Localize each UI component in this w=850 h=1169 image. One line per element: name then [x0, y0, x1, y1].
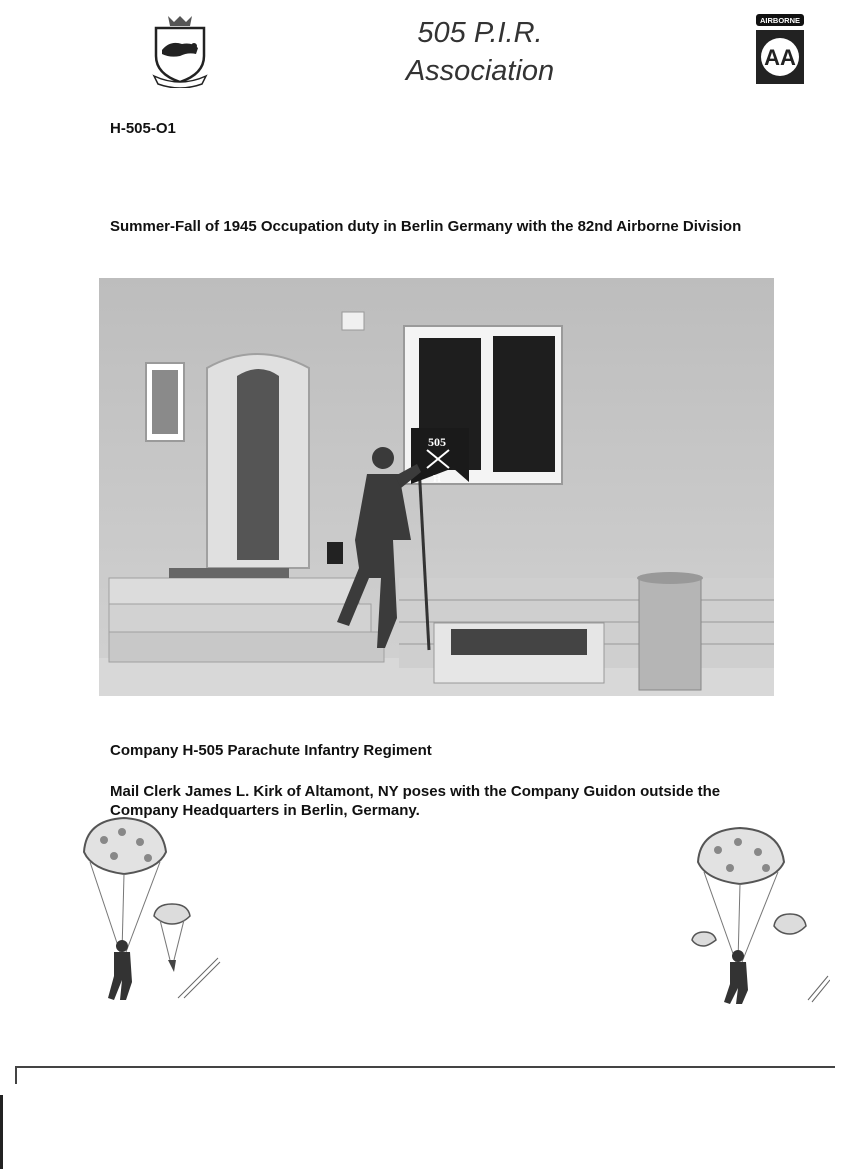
title-line-1: 505 P.I.R. [417, 17, 543, 49]
guidon-number: 505 [428, 435, 446, 449]
patch-tab-text: AIRBORNE [759, 16, 801, 25]
paratroopers-icon-right [680, 822, 830, 1007]
photo-caption-description: Mail Clerk James L. Kirk of Altamont, NY poses with the Company Guidon outside the Company Headquarters in Berlin, Germany. [110, 783, 721, 819]
guidon-letter: H [433, 474, 441, 485]
airborne-aa-patch-icon [752, 12, 808, 86]
regiment-crest-icon [148, 12, 212, 88]
page-edge-mark [0, 1095, 3, 1169]
document-id: H-505-O1 [110, 120, 176, 137]
association-title [330, 14, 630, 90]
footer-rule-tick [15, 1066, 17, 1084]
historical-photo [99, 278, 774, 696]
photo-caption-title: Company H-505 Parachute Infantry Regiment [110, 742, 432, 759]
title-line-2: Association [405, 55, 555, 87]
page-heading: Summer-Fall of 1945 Occupation duty in Berlin Germany with the 82nd Airborne Division [110, 218, 742, 235]
footer-rule [15, 1066, 835, 1068]
paratroopers-icon-left [70, 812, 230, 1002]
patch-letters: AA [764, 45, 796, 70]
